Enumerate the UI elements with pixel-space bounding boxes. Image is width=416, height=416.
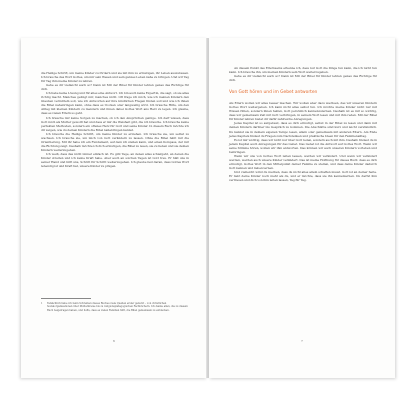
left-page-body	[41, 71, 189, 168]
paragraph: Und vielleicht wirst du merken, dass du nicht alles allein schaffen musst. Gott ist an deiner Seite. Er liebt deine Kinder noch mehr als du, und er möchte, dass sie ihn kennenlernen. Du darfst ihm vertrauen und dich von ihm leiten lassen, Tag für Tag.	[229, 169, 377, 183]
left-page	[21, 38, 207, 378]
page-number-right: 7	[301, 340, 303, 343]
footnote-rule	[41, 298, 91, 299]
paragraph: Jedes Kapitel ist so aufgebaut, dass es dich ermutigt, selbst in der Bibel zu lesen und dann mit deinen Kindern darüber ins Gespräch zu kommen. Die Abschnitte sind kurz und leicht verständlich. Du kannst sie in deinem eigenen Tempo lesen, allein oder gemeinsam mit anderen Eltern. Am Ende jedes Kapitels findest du Fragen zum Nachdenken und praktische Ideen für den Familienalltag.	[229, 121, 377, 138]
page-number-left: 6	[113, 340, 115, 343]
paragraph: Als Eltern wollen wir alles besser machen. Wir wollen aber dazu wachsen, das wir unseren Kindern Gottes Wort weitergeben. Ich kann nicht alles selbst tun. Ich möchte meine Kinder nicht nur mit Wissen füllen, sondern ihnen helfen, Gott persönlich kennenzulernen. Deshalb ist es mir so wichtig, dass wir gemeinsam Zeit mit Gott verbringen, in seinem Wort lesen und mit ihm reden. Mit der Bibel für Kinder lehren bietet dir dafür zahlreiche Anregungen.	[229, 101, 377, 122]
footnote-number: 1	[41, 302, 43, 305]
book-spread	[21, 38, 395, 378]
paragraph: Es ist mir wichtig, dass wir nicht nur über Gott reden, sondern auch mit ihm. Deshalb findest du in jedem Kapitel auch Anregungen für das Gebet. Das Gebet ist die Antwort auf Gottes Wort. Wenn wir seine Stimme hören, wollen wir ihm antworten. Das können wir auch unseren Kindern vorleben und beibringen.	[229, 137, 377, 154]
paragraph: Wenn wir uns von Gottes Wort leiten lassen, werden wir verändert. Und wenn wir verändert werden, werden auch unsere Kinder verändert. Das ist meine Hoffnung für dieses Buch: dass es dich ermutigt, Gottes Wort in den Mittelpunkt deiner Familie zu stellen, und dass deine Kinder dadurch Gott kennen und lieben lernen.	[229, 153, 377, 170]
footnote-text: Tatsächlich habe ich beim Schreiben dieses Buches viele Quellen erster genutzt – von christlichen Sozialorganisationen über Mutterkreise bis zu religionspädagogischen Fachbüchern. Ich danke allen, die zu diesem Buch beigetragen haben, und hoffe, dass es vielen Familien hilft, die Bibel gemeinsam zu entdecken.	[47, 302, 188, 312]
paragraph: Gehe es dir vielleicht auch so? Dann ist Mit der Bibel für Kinder lehren genau das Richtige für dich.	[229, 74, 377, 83]
paragraph: die Heilige Schrift, um meine Kinder zu fördern und sie mit ihm zu ermutigen, ihr Leben auszubauen. Ich brauche das Wort Gottes, um mir sein Wesen und sein ganzes Leben nahe zu bringen. Und wir Tag für Tag ihm meine Kinder zu lehren.	[41, 71, 189, 84]
section-heading: Von Gott hören und im Gebet antworten	[229, 90, 318, 96]
paragraph: Ich habe keine Lösung und für alles eine Antwort. Ich bin auch keine Expertin, die sagt, ob sie alles richtig macht. Manches gelingt mir, manches nicht. Oft frage ich mich, wie ich meinen Kindern den Glauben vermitteln soll, wie ich Antworten auf ihre kindlichen Fragen finden soll und wie ich ihnen die Bibel nahebringen kann, ohne dass es trocken oder langweilig wird. Ich brauche Hilfe, um den Alltag mit kleinen Kindern zu meistern und ihnen dabei Gottes Wort ans Herz zu legen. Ich glaube, dass es vielen Eltern so geht.	[41, 91, 189, 116]
right-page-body	[229, 66, 377, 182]
paragraph: Ich brauche die Heilige Schrift, um meine Kinder zu erziehen. Ich brauche sie, um selbst zu wachsen. Ich brauche sie, um mich von Gott verändern zu lassen. Ohne die Bibel fehlt mir die Orientierung. Mit ihr habe ich ein Fundament, auf dem ich stehen kann, und einen Kompass, der mir die Richtung zeigt. Deshalb möchte ich dich ermutigen, die Bibel zu lesen, sie zu lieben und sie deinen Kindern weiterzugeben.	[41, 131, 189, 152]
paragraph: Ich weiß, dass das nicht immer einfach ist. Es gibt Tage, an denen alles schiefgeht, an denen die Kinder streiten und ich keine Kraft habe. Aber auch an solchen Tagen ist Gott treu. Er hält uns in seiner Hand und hilft uns, Schritt für Schritt weiterzugehen. Ich glaube fest daran, dass Gottes Wort lebendig ist und Kraft hat, unsere Kinder zu prägen.	[41, 151, 189, 169]
footnote	[41, 302, 189, 312]
paragraph: An diesem Punkt des Elternseins erkenne ich, dass nur Gott die Dinge tun kann, die ich nicht tun kann. Ich brauche ihn, um meinen Kindern sein Wort weiterzugeben.	[229, 66, 377, 75]
right-page	[209, 38, 395, 378]
paragraph: Ich brauche mir keine Sorgen zu machen, ob ich den Ansprüchen genüge. Ich darf wissen, dass Gott mich als Mutter gewollt hat und dass er mir die Weisheit gibt, die ich brauche. Ich brauche keine perfekten Methoden, sondern ein offenes Herz für Gott und seine Kinder. In diesem Buch möchte ich dir zeigen, wie du deinen Kindern die Bibel nahebringen kannst.	[41, 115, 189, 132]
paragraph: Gehe es dir vielleicht auch so? Dann ist Mit der Bibel für Kinder lehren genau das Richtige für dich.	[41, 83, 189, 92]
